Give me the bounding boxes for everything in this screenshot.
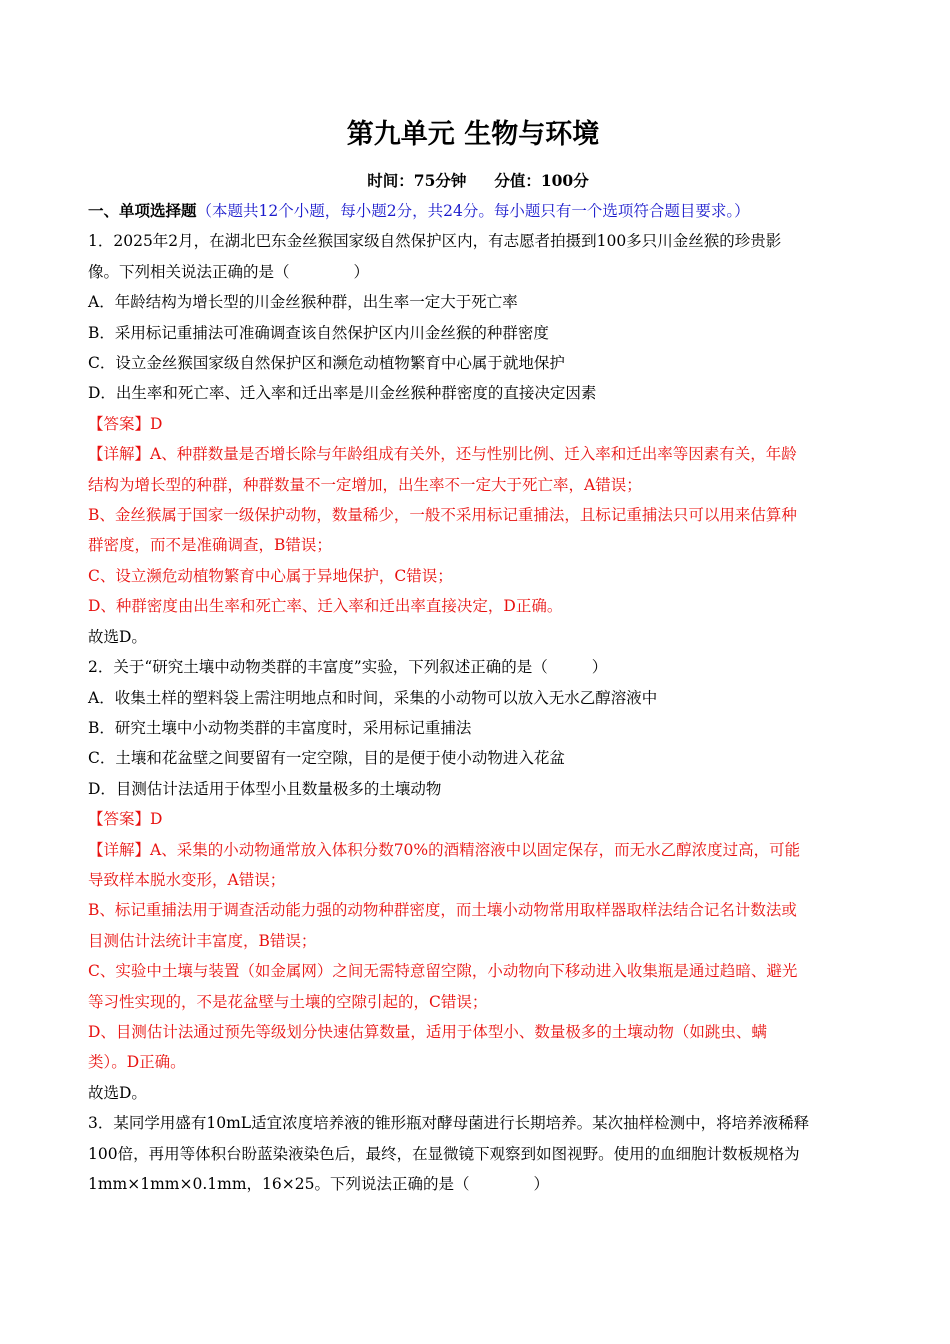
section-title: 一、单项选择题 bbox=[88, 201, 197, 220]
analysis-line: 群密度，而不是准确调查，B错误； bbox=[88, 536, 332, 555]
analysis-line: 目测估计法统计丰富度，B错误； bbox=[88, 931, 317, 950]
analysis-line: 【详解】A、种群数量是否增长除与年龄组成有关外，还与性别比例、迁入率和迁出率等因素有关，年龄 bbox=[88, 445, 797, 464]
option-c: C．土壤和花盆壁之间要留有一定空隙，目的是便于使小动物进入花盆 bbox=[88, 749, 565, 768]
question-stem-text: ） bbox=[591, 658, 608, 677]
conclusion: 故选D。 bbox=[88, 627, 147, 646]
option-b: B．研究土壤中小动物类群的丰富度时，采用标记重捕法 bbox=[88, 718, 472, 737]
question-2 bbox=[88, 652, 868, 1108]
section-note: （本题共12个小题，每小题2分，共24分。每小题只有一个选项符合题目要求。） bbox=[196, 202, 750, 220]
option-d: D．目测估计法适用于体型小且数量极多的土壤动物 bbox=[88, 779, 442, 798]
analysis-line: C、实验中土壤与装置（如金属网）之间无需特意留空隙，小动物向下移动进入收集瓶是通过趋暗、避光 bbox=[88, 962, 798, 981]
conclusion: 故选D。 bbox=[88, 1083, 147, 1102]
question-stem: 100倍，再用等体积台盼蓝染液染色后，最终，在显微镜下观察到如图视野。使用的血细胞计数板规格为 bbox=[88, 1144, 800, 1163]
answer: 【答案】D bbox=[88, 414, 163, 433]
question-stem-text: 像。下列相关说法正确的是（ bbox=[88, 262, 290, 281]
question-stem-text: ） bbox=[533, 1175, 549, 1193]
analysis-line: 导致样本脱水变形，A错误； bbox=[88, 870, 286, 889]
page-title: 第九单元 生物与环境 bbox=[346, 119, 600, 150]
analysis-line: 【详解】A、采集的小动物通常放入体积分数70%的酒精溶液中以固定保存，而无水乙醇浓度过高，可能 bbox=[88, 840, 801, 859]
document-page bbox=[88, 112, 868, 1199]
option-d: D．出生率和死亡率、迁入率和迁出率是川金丝猴种群密度的直接决定因素 bbox=[88, 384, 597, 403]
option-a: A．收集土样的塑料袋上需注明地点和时间，采集的小动物可以放入无水乙醇溶液中 bbox=[88, 688, 658, 707]
option-c: C．设立金丝猴国家级自然保护区和濒危动植物繁育中心属于就地保护 bbox=[88, 354, 565, 373]
exam-time: 时间：75分钟 bbox=[367, 171, 467, 190]
option-b: B．采用标记重捕法可准确调查该自然保护区内川金丝猴的种群密度 bbox=[88, 323, 549, 342]
question-stem-text: 2．关于“研究土壤中动物类群的丰富度”实验，下列叙述正确的是（ bbox=[88, 658, 548, 677]
question-stem bbox=[88, 652, 868, 682]
analysis-line: D、种群密度由出生率和死亡率、迁入率和迁出率直接决定，D正确。 bbox=[88, 597, 563, 616]
question-3 bbox=[88, 1108, 868, 1199]
question-stem-text: ） bbox=[353, 262, 370, 281]
question-stem: 1．2025年2月，在湖北巴东金丝猴国家级自然保护区内，有志愿者拍摄到100多只川金丝猴的珍贵影 bbox=[88, 232, 782, 251]
question-stem-text: 1mm×1mm×0.1mm，16×25。下列说法正确的是（ bbox=[88, 1175, 470, 1193]
analysis-line: C、设立濒危动植物繁育中心属于异地保护，C错误； bbox=[88, 566, 453, 585]
exam-info bbox=[88, 166, 868, 196]
option-a: A．年龄结构为增长型的川金丝猴种群，出生率一定大于死亡率 bbox=[88, 293, 518, 312]
question-stem: 3．某同学用盛有10mL适宜浓度培养液的锥形瓶对酵母菌进行长期培养。某次抽样检测中，将培养液稀释 bbox=[88, 1114, 810, 1133]
analysis-line: D、目测估计法通过预先等级划分快速估算数量，适用于体型小、数量极多的土壤动物（如跳虫、螨 bbox=[88, 1022, 767, 1041]
analysis-line: 类）。D正确。 bbox=[88, 1053, 186, 1072]
analysis-line: B、标记重捕法用于调查活动能力强的动物种群密度，而土壤小动物常用取样器取样法结合记名计数法或 bbox=[88, 901, 797, 920]
exam-score: 分值：100分 bbox=[494, 171, 589, 190]
answer: 【答案】D bbox=[88, 810, 163, 829]
question-1 bbox=[88, 226, 868, 652]
section-heading bbox=[88, 196, 868, 226]
analysis-line: B、金丝猴属于国家一级保护动物，数量稀少，一般不采用标记重捕法，且标记重捕法只可以用来估算种 bbox=[88, 506, 797, 525]
question-stem bbox=[88, 1169, 868, 1199]
analysis-line: 结构为增长型的种群，种群数量不一定增加，出生率不一定大于死亡率，A错误； bbox=[88, 475, 642, 494]
analysis-line: 等习性实现的，不是花盆壁与土壤的空隙引起的，C错误； bbox=[88, 992, 488, 1011]
question-stem bbox=[88, 257, 868, 287]
